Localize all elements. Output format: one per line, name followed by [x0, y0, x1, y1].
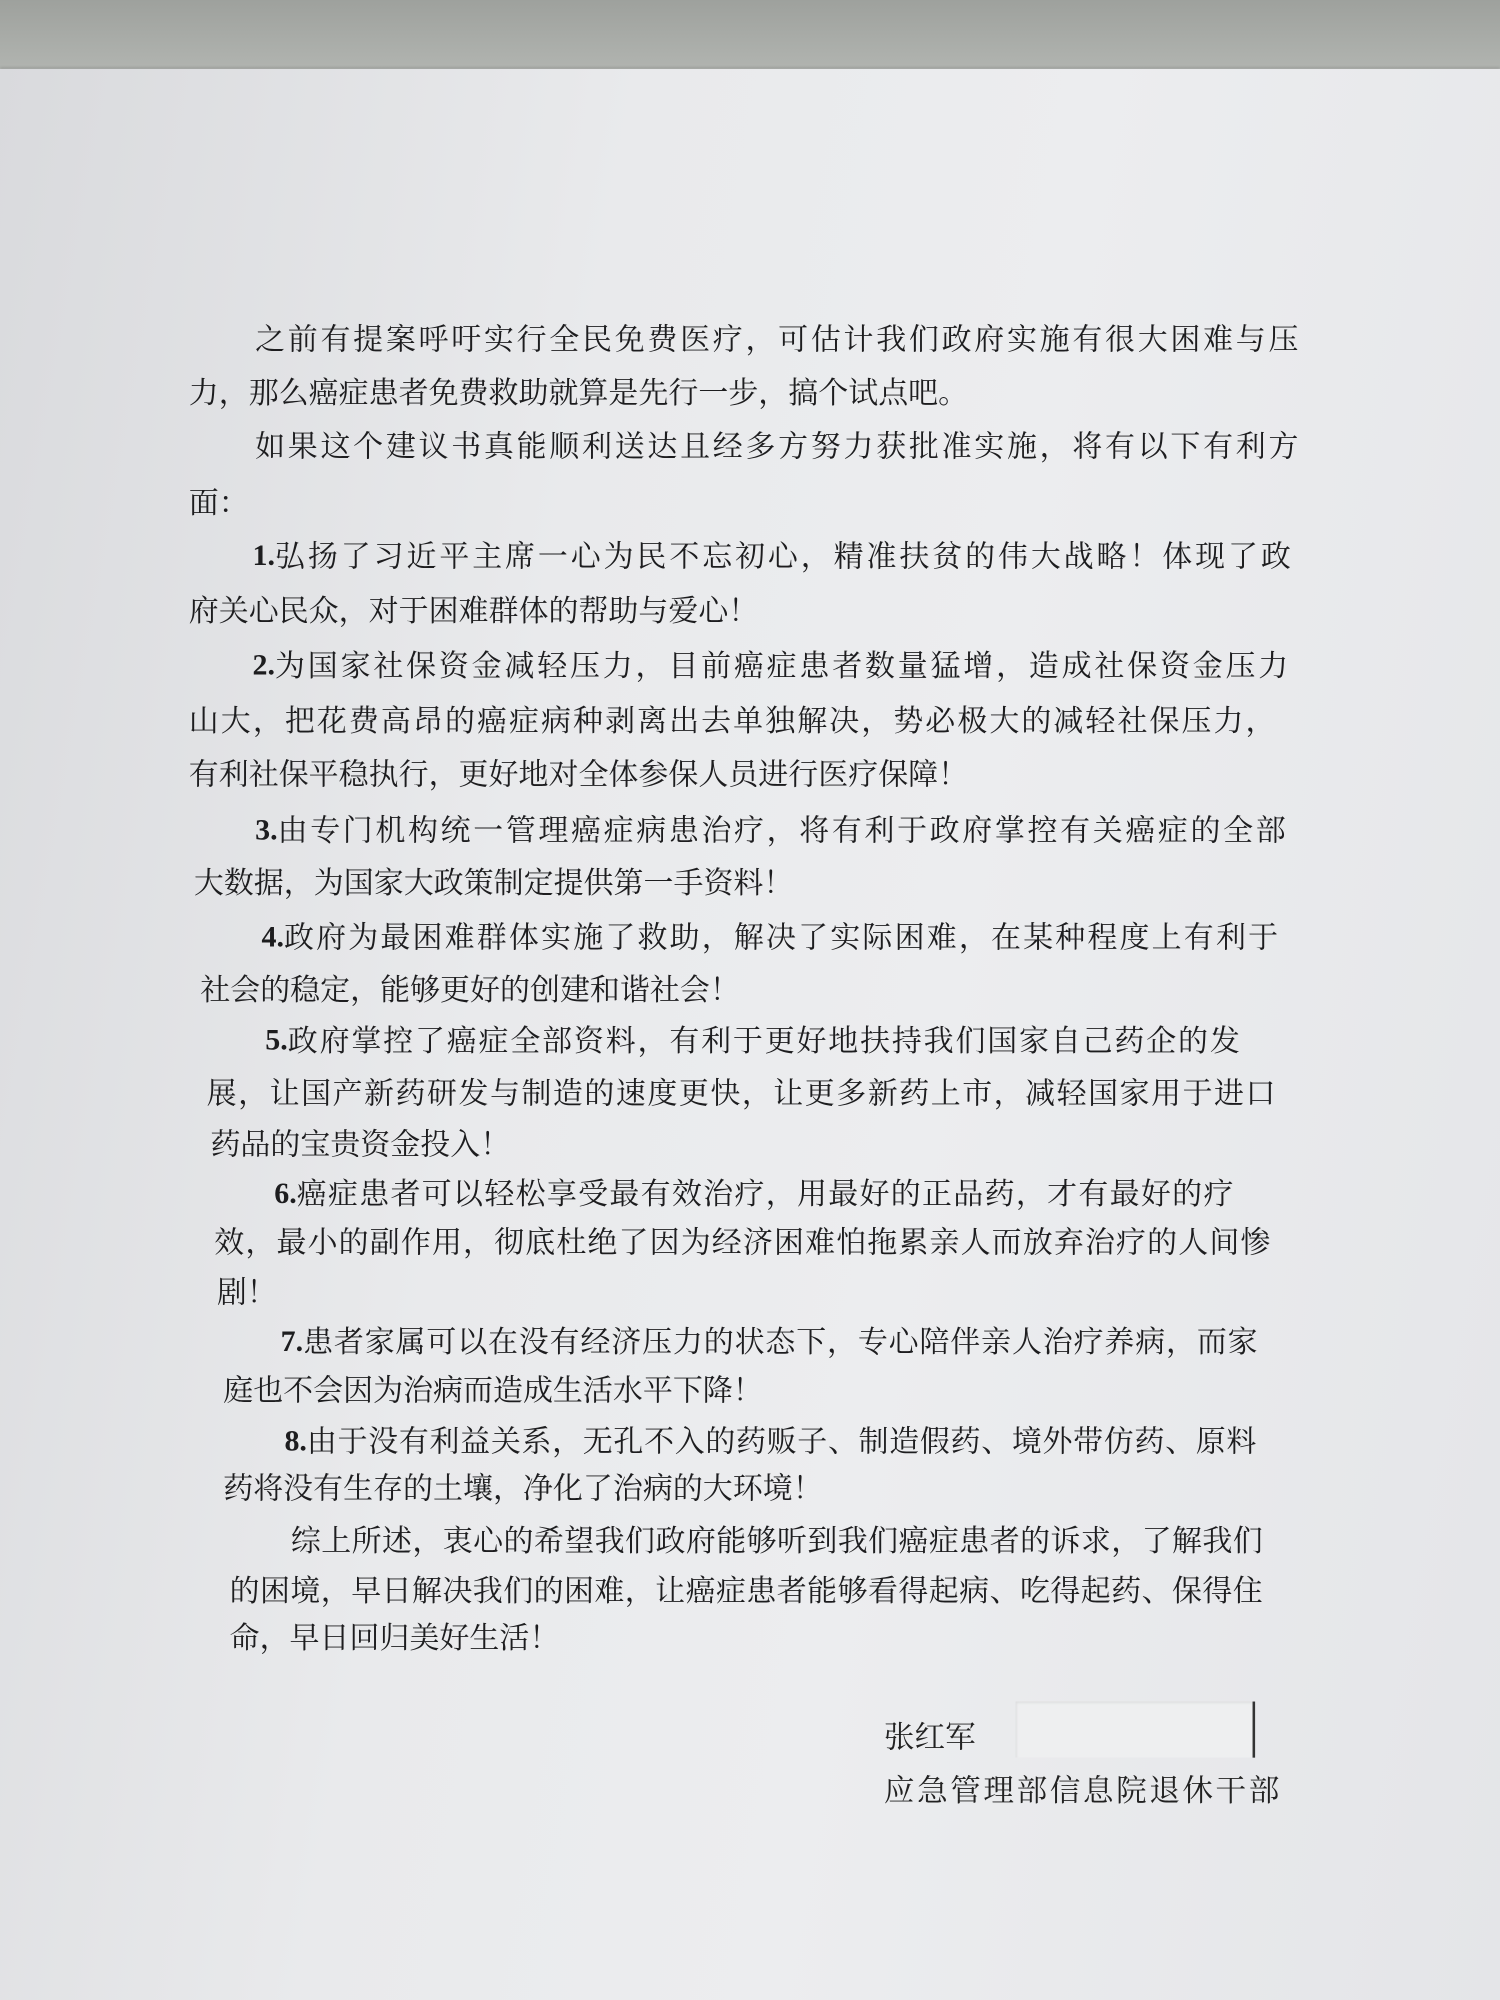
point-number: 7. — [280, 1325, 304, 1359]
text-line: 效，最小的副作用，彻底杜绝了因为经济困难怕拖累亲人而放弃治疗的人间惨 — [214, 1224, 1271, 1261]
text-line: 的困境，早日解决我们的困难，让癌症患者能够看得起病、吃得起药、保得住 — [229, 1572, 1263, 1609]
text-line: 有利社保平稳执行，更好地对全体参保人员进行医疗保障！ — [188, 756, 969, 793]
text-line: 剧！ — [216, 1274, 277, 1310]
text-line: 命，早日回归美好生活！ — [229, 1619, 560, 1656]
text-line: 由专门机构统一管理癌症病患治疗，将有利于政府掌控有关癌症的全部 — [277, 812, 1286, 849]
text-line: 庭也不会因为治病而造成生活水平下降！ — [223, 1372, 763, 1409]
text-line: 弘扬了习近平主席一心为民不忘初心，精准扶贫的伟大战略！体现了政 — [275, 538, 1291, 574]
signer-name: 张红军 — [883, 1719, 976, 1756]
text-line: 山大，把花费高昂的癌症病种剥离出去单独解决，势必极大的减轻社保压力， — [188, 702, 1276, 739]
point-number: 3. — [255, 813, 278, 847]
text-line: 由于没有利益关系，无孔不入的药贩子、制造假药、境外带仿药、原料 — [306, 1423, 1257, 1460]
signer-affiliation: 应急管理部信息院退休干部 — [883, 1772, 1280, 1809]
text-line: 癌症患者可以轻松享受最有效治疗，用最好的正品药，才有最好的疗 — [296, 1176, 1234, 1212]
point-number: 6. — [274, 1177, 297, 1211]
text-line: 为国家社保资金减轻压力，目前癌症患者数量猛增，造成社保资金压力 — [275, 647, 1289, 684]
text-line: 政府为最困难群体实施了救助，解决了实际困难，在某种程度上有利于 — [283, 919, 1279, 956]
background-surface — [0, 0, 1500, 77]
redacted-box — [1015, 1702, 1255, 1758]
text-line: 之前有提案呼吁实行全民免费医疗，可估计我们政府实施有很大困难与压 — [255, 321, 1299, 358]
text-line: 患者家属可以在没有经济压力的状态下，专心陪伴亲人治疗养病，而家 — [303, 1323, 1258, 1360]
point-number: 1. — [252, 539, 276, 573]
text-line: 药品的宝贵资金投入！ — [210, 1126, 511, 1162]
point-number: 2. — [252, 649, 276, 683]
text-line: 力，那么癌症患者免费救助就算是先行一步，搞个试点吧。 — [188, 374, 969, 411]
text-line: 社会的稳定，能够更好的创建和谐社会！ — [200, 971, 740, 1008]
text-line: 面： — [188, 484, 249, 521]
text-line: 展，让国产新药研发与制造的速度更快，让更多新药上市，减轻国家用于进口 — [206, 1075, 1276, 1111]
text-line: 政府掌控了癌症全部资料，有利于更好地扶持我们国家自己药企的发 — [287, 1022, 1240, 1059]
text-line: 药将没有生存的土壤，净化了治病的大环境！ — [223, 1470, 823, 1507]
text-line: 如果这个建议书真能顺利送达且经多方努力获批准实施，将有以下有利方 — [255, 428, 1299, 465]
point-number: 5. — [265, 1024, 288, 1058]
text-line: 大数据，为国家大政策制定提供第一手资料！ — [193, 864, 794, 901]
text-line: 府关心民众，对于困难群体的帮助与爱心！ — [188, 593, 759, 629]
text-line: 综上所述，衷心的希望我们政府能够听到我们癌症患者的诉求，了解我们 — [290, 1522, 1263, 1559]
point-number: 4. — [261, 920, 284, 955]
point-number: 8. — [284, 1424, 307, 1458]
